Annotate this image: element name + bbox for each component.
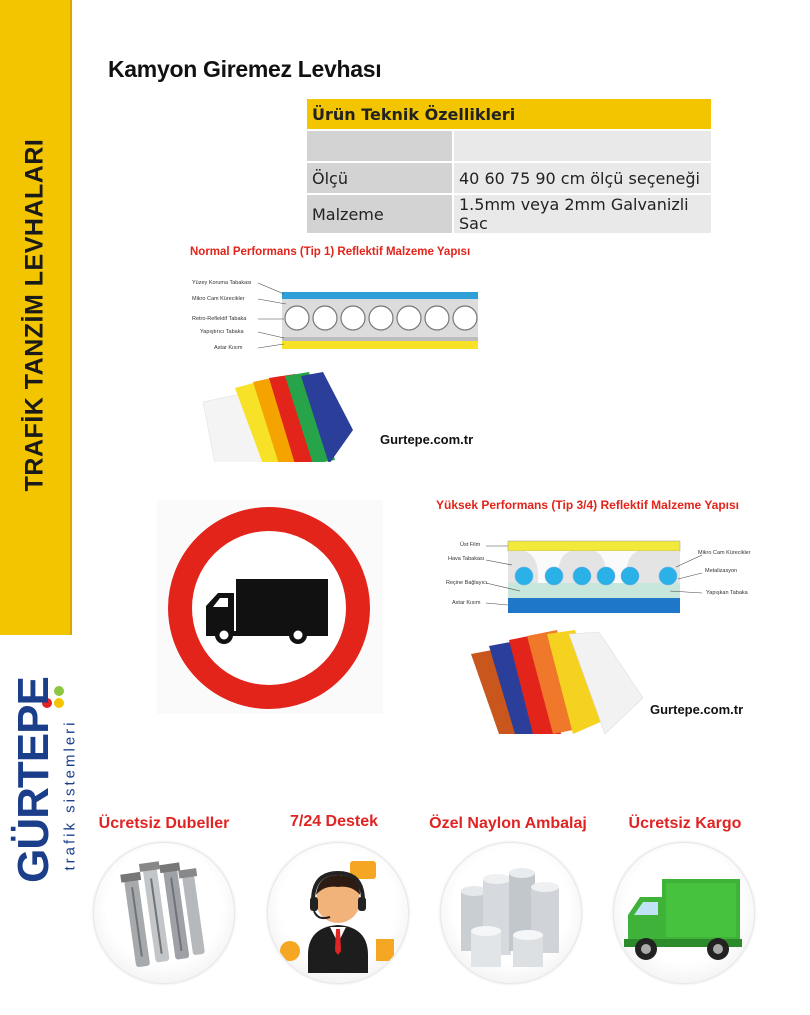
support-agent-icon: [268, 843, 408, 983]
adhesive-layer: [282, 337, 478, 341]
logo-tagline: trafik sistemleri: [61, 719, 79, 871]
diagram2-title: Yüksek Performans (Tip 3/4) Reflektif Malzeme Yapısı: [436, 498, 740, 512]
table-row: [306, 162, 712, 194]
spec-value: 1.5mm veya 2mm Galvanizli Sac: [453, 194, 712, 234]
diagram2-label: Reçine Bağlayıcı: [446, 580, 488, 586]
diagram1-label: Mikro Cam Kürecikler: [192, 296, 245, 302]
site-label-1: Gurtepe.com.tr: [380, 432, 474, 447]
table-row: [306, 194, 712, 234]
table-row: [306, 130, 712, 162]
feature-destek: [268, 843, 408, 983]
liner-layer: [282, 341, 478, 349]
page-title: Kamyon Giremez Levhası: [108, 56, 382, 82]
resin-layer: [508, 583, 680, 598]
feature-title: Ücretsiz Dubeller: [98, 815, 230, 832]
feature-title: Ücretsiz Kargo: [628, 815, 742, 832]
surface-layer: [282, 292, 478, 299]
diagram1-label: Yüzey Koruma Tabakası: [192, 280, 252, 286]
feature-title: Özel Naylon Ambalaj: [429, 815, 587, 832]
no-trucks-sign: [166, 505, 372, 711]
spec-label: Malzeme: [306, 194, 453, 234]
diagram1-label: Astar Kısım: [214, 345, 243, 351]
top-film: [508, 541, 680, 551]
spec-label: Ölçü: [306, 162, 453, 194]
reflective-swatches-1: [195, 362, 365, 462]
diagram1-title: Normal Performans (Tip 1) Reflektif Malzeme Yapısı: [190, 246, 471, 258]
feature-title: 7/24 Destek: [289, 813, 379, 830]
reflective-swatches-2: [465, 628, 645, 738]
spec-value: [453, 130, 712, 162]
diagram2-label: Yapışkan Tabaka: [706, 590, 748, 596]
anchor-bolts-icon: [94, 843, 234, 983]
sidebar-title: TRAFİK TANZİM LEVHALARI: [20, 138, 49, 492]
diagram1-label: Retro-Reflektif Tabaka: [192, 316, 247, 322]
feature-dubeller: [94, 843, 234, 983]
spec-label: [306, 130, 453, 162]
feature-kargo: [614, 843, 754, 983]
logo-wordmark: GÜRTEPE: [9, 677, 58, 883]
spec-table: [305, 97, 713, 235]
site-label-2: Gurtepe.com.tr: [650, 702, 744, 717]
diagram2-label: Astar Kısım: [452, 600, 481, 606]
diagram1-label: Yapıştırıcı Tabaka: [200, 329, 244, 335]
diagram2-label: Hava Tabakası: [448, 556, 485, 562]
nylon-rolls-icon: [441, 843, 581, 983]
spec-table-header: Ürün Teknik Özellikleri: [306, 98, 712, 130]
diagram2-label: Metalizasyon: [705, 568, 738, 574]
cargo-truck-icon: [614, 843, 754, 983]
feature-ambalaj: [441, 843, 581, 983]
diagram1-leaders: [258, 283, 286, 348]
diagram2-label: Mikro Cam Kürecikler: [698, 550, 751, 556]
spec-value: 40 60 75 90 cm ölçü seçeneği: [453, 162, 712, 194]
liner-layer: [508, 598, 680, 613]
diagram2-label: Üst Film: [460, 542, 481, 548]
